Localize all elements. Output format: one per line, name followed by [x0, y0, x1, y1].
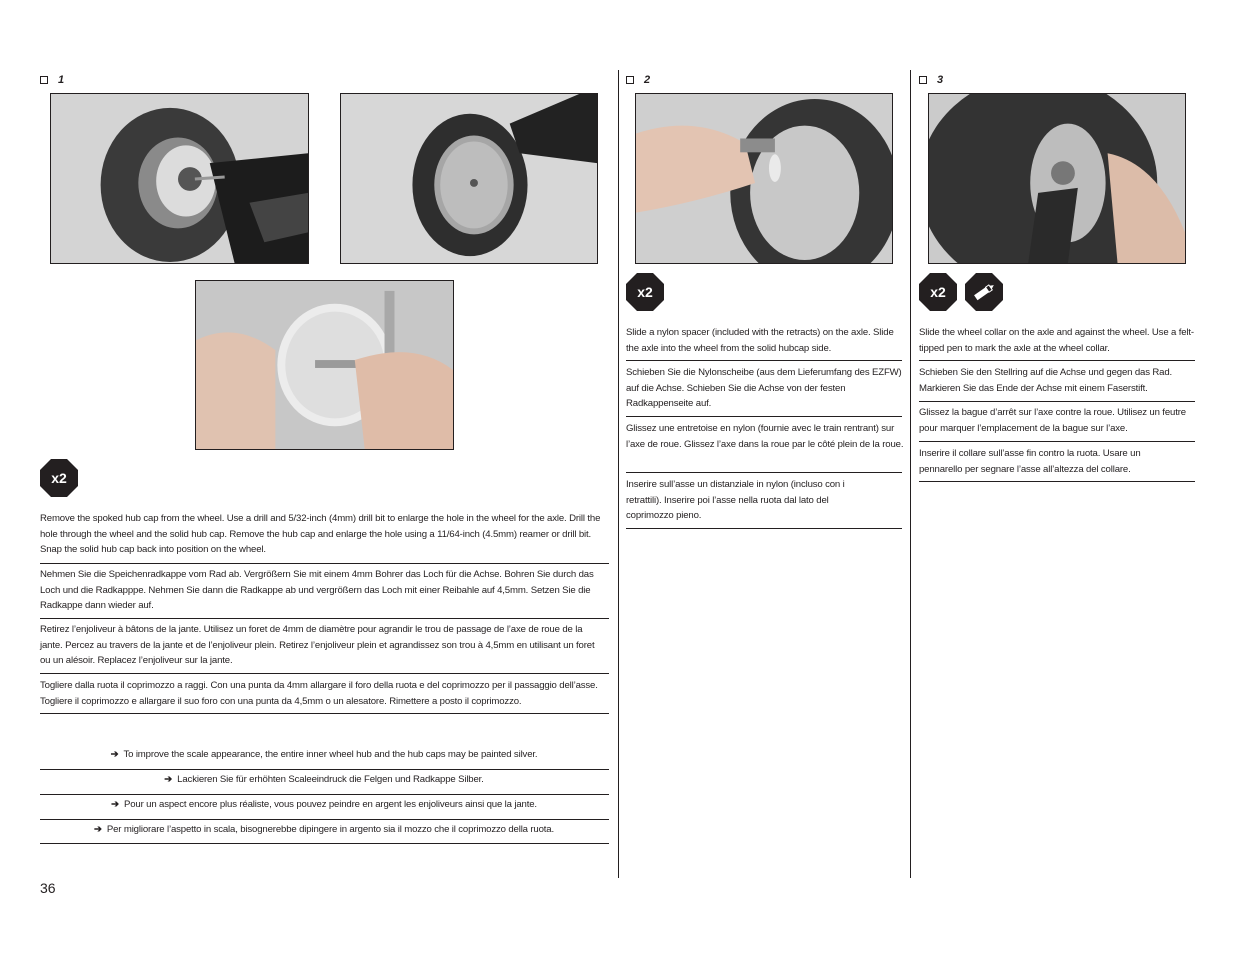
divider [919, 401, 1195, 402]
tip-de-text: Lackieren Sie für erhöhten Scaleeindruck die Felgen und Radkappe Silber. [177, 774, 484, 785]
divider [626, 528, 902, 529]
arrow-right-icon: ➔ [164, 774, 173, 785]
photo-wheel-hubcap [340, 93, 598, 264]
divider [40, 618, 609, 619]
tip-de [40, 774, 608, 785]
column-divider [910, 70, 911, 878]
tip-it [40, 824, 608, 835]
quantity-label: x2 [51, 470, 67, 486]
divider [919, 481, 1195, 482]
tip-en-text: To improve the scale appearance, the entire inner wheel hub and the hub caps may be painted silver. [123, 749, 538, 760]
step-1-text-en: Remove the spoked hub cap from the wheel. Use a drill and 5/32-inch (4mm) drill bit to enlarge the hole in the wheel for the axle. Drill the hole through the wheel and the solid hub cap. Remove the hub cap and enlarge the hole using a 11/64-inch (4.5mm) reamer or drill bit. Snap the solid hub cap back into position on the wheel. [40, 513, 601, 555]
arrow-right-icon: ➔ [110, 749, 119, 760]
page-number: 36 [40, 880, 56, 896]
photo-reamer-hubcap [195, 280, 454, 450]
quantity-label: x2 [637, 284, 653, 300]
divider [626, 360, 902, 361]
divider [40, 819, 609, 820]
quantity-badge-step-2 [626, 273, 664, 311]
quantity-label: x2 [930, 284, 946, 300]
step-3-text-it: Inserire il collare sull’asse fin contro la ruota. Usare un pennarello per segnare l’asse all’altezza del collare. [919, 448, 1141, 475]
step-2-header [626, 74, 650, 86]
checkbox-step-1[interactable] [40, 76, 48, 84]
divider [40, 673, 609, 674]
photo-wheel-collar-marking [928, 93, 1186, 264]
tip-it-text: Per migliorare l’aspetto in scala, bisognerebbe dipingere in argento sia il mozzo che il coprimozzo della ruota. [106, 824, 555, 835]
photo-drill-wheel [50, 93, 309, 264]
step-2-text-it: Inserire sull’asse un distanziale in nylon (incluso con i retrattili). Inserire poi l’asse nella ruota dal lato del coprimozzo pieno. [626, 479, 845, 521]
arrow-right-icon: ➔ [111, 799, 119, 810]
step-1-text-fr: Retirez l’enjoliveur à bâtons de la jante. Utilisez un foret de 4mm de diamètre pour agrandir le trou de passage de l’axe de roue de la jante. Percez au travers de la jante et de l’enjoliveur plein. Retirez l’enjoliveur plein et agrandissez son trou à 4,5mm en utilisant un foret ou un alésoir. Replacez l’enjoliveur sur la jante. [40, 624, 595, 666]
checkbox-step-3[interactable] [919, 76, 927, 84]
step-3-header [919, 74, 943, 86]
felt-tip-pen-icon [965, 273, 1003, 311]
step-3-text-de: Schieben Sie den Stellring auf die Achse und gegen das Rad. Markieren Sie das Ende der Achse mit einem Faserstift. [919, 367, 1173, 394]
column-divider [618, 70, 619, 878]
divider [40, 713, 609, 714]
divider [626, 416, 902, 417]
checkbox-step-2[interactable] [626, 76, 634, 84]
divider [40, 563, 609, 564]
step-1-text-de: Nehmen Sie die Speichenradkappe vom Rad ab. Vergrößern Sie mit einem 4mm Bohrer das Loch für die Achse. Bohren Sie durch das Loch und die Radkapppe. Nehmen Sie dann die Radkappe ab und vergrößern das Loch mit einer Reibahle auf 4,5mm. Setzen Sie die Radkappe dann wieder auf. [40, 569, 594, 611]
step-2-text-de: Schieben Sie die Nylonscheibe (aus dem Lieferumfang des EZFW) auf die Achse. Schieben Sie die Achse von der festen Radkappenseite auf. [626, 367, 902, 409]
tip-fr-text: Pour un aspect encore plus réaliste, vous pouvez peindre en argent les enjoliveurs ainsi que la jante. [123, 799, 537, 810]
step-1-number: 1 [58, 74, 65, 86]
divider [919, 441, 1195, 442]
step-3-text-en: Slide the wheel collar on the axle and against the wheel. Use a felt-tipped pen to mark the axle at the wheel collar. [919, 327, 1194, 354]
divider [40, 769, 609, 770]
divider [919, 360, 1195, 361]
step-3-text-fr: Glissez la bague d’arrêt sur l’axe contre la roue. Utilisez un feutre pour marquer l’emplacement de la bague sur l’axe. [919, 407, 1186, 434]
step-1-text-it: Togliere dalla ruota il coprimozzo a raggi. Con una punta da 4mm allargare il foro della ruota e del coprimozzo per il passaggio dell’asse. Togliere il coprimozzo e allargare il suo foro con una punta da 4,5mm o un alesatore. Rimettere a posto il coprimozzo. [40, 680, 598, 707]
quantity-badge-step-1 [40, 459, 78, 497]
divider [626, 472, 902, 473]
step-2-text-en: Slide a nylon spacer (included with the retracts) on the axle. Slide the axle into the wheel from the solid hubcap side. [626, 327, 894, 354]
quantity-badge-step-3 [919, 273, 957, 311]
tip-fr [40, 799, 608, 810]
step-2-number: 2 [644, 74, 651, 86]
photo-axle-spacer [635, 93, 893, 264]
step-2-text-fr: Glissez une entretoise en nylon (fournie avec le train rentrant) sur l’axe de roue. Glissez l’axe dans la roue par le côté plein de la roue. [626, 423, 904, 450]
divider [40, 794, 609, 795]
tip-en [40, 749, 608, 760]
step-1-header [40, 74, 64, 86]
step-3-number: 3 [937, 74, 944, 86]
divider [40, 843, 609, 844]
arrow-right-icon: ➔ [93, 824, 102, 835]
